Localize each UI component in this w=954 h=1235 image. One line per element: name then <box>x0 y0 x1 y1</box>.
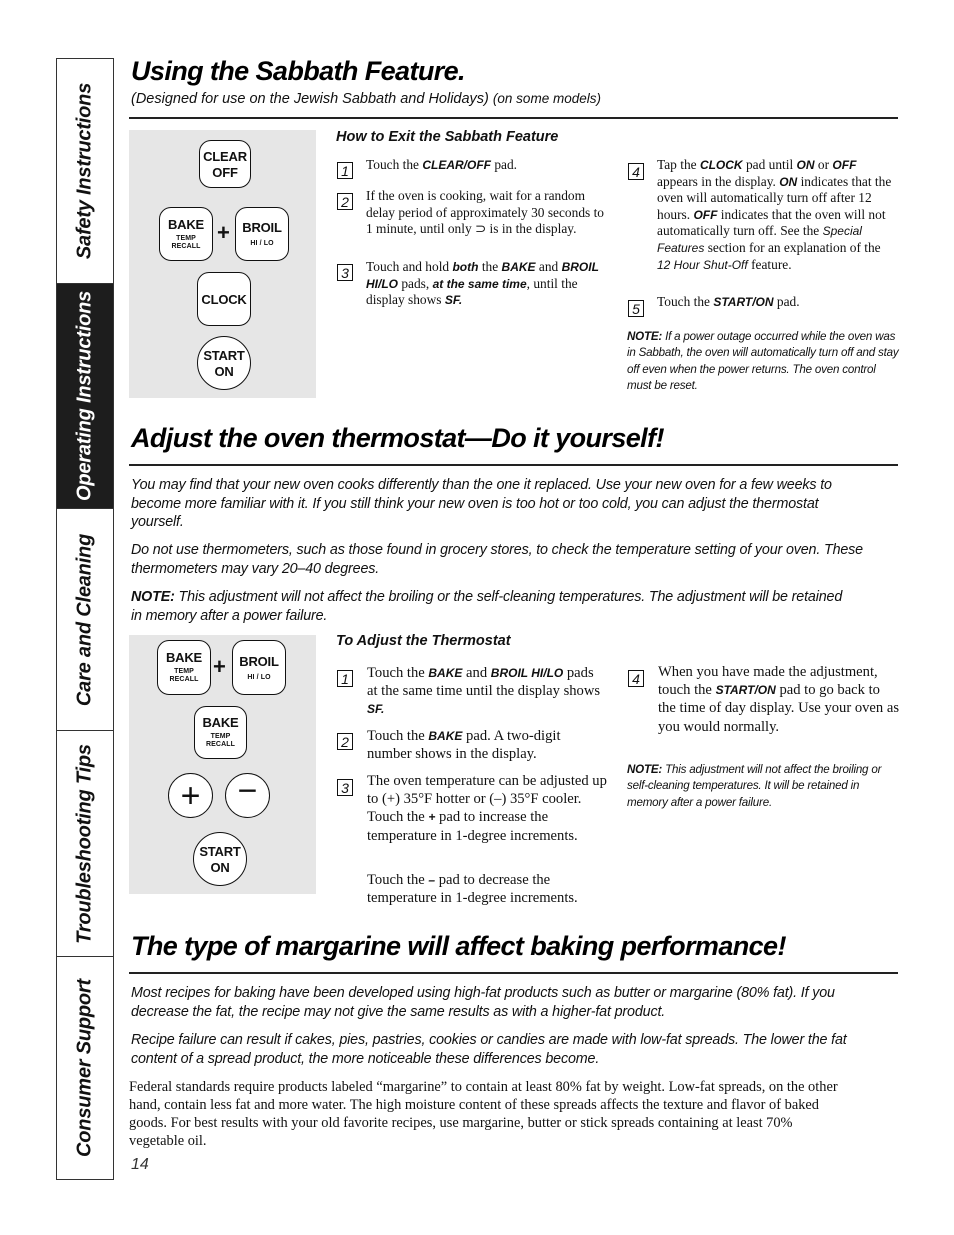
emphasis-text: CLOCK <box>699 158 743 172</box>
pad-label: OFF <box>212 164 238 180</box>
broil-pad[interactable] <box>232 640 286 695</box>
thermostat-intro-note <box>131 588 851 625</box>
sabbath-step-5 <box>657 294 895 311</box>
pad-sublabel: HI / LO <box>247 673 271 681</box>
step-text: If the oven is cooking, wait for a random delay period of approximately 30 seconds to 1 minute, until only ⊃ is in the display. <box>366 188 604 237</box>
bake-pad[interactable] <box>157 640 211 695</box>
note-text: This adjustment will not affect the broiling or self-cleaning temperatures. It will be retained in memory after a power failure. <box>627 763 882 809</box>
step-text: pad to decrease the temperature in 1-degree increments. <box>367 872 578 907</box>
sabbath-step-2 <box>366 188 606 238</box>
step-number: 4 <box>628 163 644 180</box>
note-label: NOTE: <box>627 763 663 776</box>
thermostat-step-2 <box>367 727 602 763</box>
step-text: Touch the <box>366 157 423 172</box>
step-text: , until the display shows <box>366 275 578 308</box>
emphasis-text: BROIL HI/LO <box>490 666 564 680</box>
emphasis-text: at the same time <box>432 276 527 291</box>
pad-label: ON <box>210 859 230 875</box>
step-text: Touch the <box>657 294 714 309</box>
pad-label: BAKE <box>167 216 205 232</box>
step-text: Touch the <box>367 728 429 744</box>
pad-label: START <box>203 347 245 363</box>
pad-sublabel: TEMP RECALL <box>171 234 201 250</box>
tab-label: Consumer Support <box>73 979 96 1157</box>
step-text: appears in the display. <box>657 173 780 189</box>
sabbath-step-1 <box>366 157 606 174</box>
step-number: 2 <box>337 733 353 750</box>
step-text: and <box>535 259 562 274</box>
section-rule <box>129 972 898 974</box>
emphasis-text: ON <box>779 174 798 189</box>
step-text: pad until <box>742 157 797 172</box>
step-text: pad to go back to the time of day display. Use your oven as you would normally. <box>658 682 900 735</box>
pad-label: BROIL <box>242 220 282 235</box>
thermostat-control-panel <box>129 635 316 894</box>
step-text: pad. A two-digit number shows in the display. <box>367 728 561 763</box>
section-tabs <box>56 58 114 1180</box>
step-number: 2 <box>337 193 353 210</box>
bake-pad[interactable] <box>159 207 213 261</box>
pad-sublabel: HI / LO <box>250 240 274 247</box>
emphasis-text: START/ON <box>713 295 774 309</box>
emphasis-text: ON <box>796 158 815 172</box>
reference-text: Special Features <box>657 224 862 255</box>
note-text: If a power outage occurred while the oven was in Sabbath, the oven will automatically turn off and stay off even when the power returns. The oven control must be reset. <box>627 330 899 393</box>
step-text: Touch and hold <box>366 259 453 274</box>
step-text: indicates that the oven will automatically turn off after 12 hours. <box>657 173 892 222</box>
page-number: 14 <box>131 1156 149 1173</box>
pad-label: CLEAR <box>203 148 247 164</box>
margarine-para-3: Federal standards require products labeled “margarine” to contain at least 80% fat by weight. Low-fat spreads, on the other hand, contain less fat and more water. The high moisture content of these spreads affects the texture and flavor of baked goods. For best results with your old favorite recipes, use margarine, butter or stick spreads containing at least 70% vegetable oil. <box>129 1079 838 1149</box>
start-on-pad[interactable] <box>193 832 247 886</box>
emphasis-text: – <box>428 873 436 887</box>
exit-heading: How to Exit the Sabbath Feature <box>336 129 559 145</box>
margarine-title: The type of margarine will affect baking performance! <box>131 931 786 961</box>
section-rule <box>129 117 898 119</box>
down-arrow-icon: − <box>237 771 258 810</box>
emphasis-text: SF. <box>444 293 463 308</box>
tab-label: Safety Instructions <box>73 82 96 260</box>
emphasis-text: BAKE <box>428 666 463 680</box>
step-number: 5 <box>628 300 644 317</box>
plus-sign: + <box>217 220 230 245</box>
note-label: NOTE: <box>131 589 175 605</box>
pad-label: START <box>199 843 241 859</box>
emphasis-text: + <box>428 810 436 825</box>
clear-off-pad[interactable] <box>199 140 251 188</box>
tab-safety-instructions[interactable] <box>57 59 113 284</box>
emphasis-text: both <box>452 260 479 274</box>
emphasis-text: SF. <box>367 702 385 717</box>
clock-pad[interactable] <box>197 272 251 326</box>
start-on-pad[interactable] <box>197 336 251 390</box>
step-text: Tap the <box>657 157 700 172</box>
step-number: 3 <box>337 264 353 281</box>
pad-sublabel: TEMP RECALL <box>206 733 235 748</box>
emphasis-text: BROIL HI/LO <box>366 260 599 291</box>
step-text: indicates that the oven will not automatically turn off. See the <box>657 206 886 239</box>
step-text: pads at the same time until the display shows <box>367 665 601 700</box>
step-text: Touch the <box>367 665 429 681</box>
margarine-para-1: Most recipes for baking have been developed using high-fat products such as butter or margarine (80% fat). If you decrease the fat, the recipe may not give the same results as with a higher-fat product. <box>131 985 835 1020</box>
thermostat-step-3b <box>367 871 607 907</box>
minus-pad[interactable] <box>225 773 270 818</box>
step-text: When you have made the adjustment, touch the <box>658 664 878 699</box>
pad-label: BROIL <box>239 653 279 669</box>
sabbath-subtitle <box>131 91 601 107</box>
step-text: pad. <box>491 157 518 172</box>
tab-care-and-cleaning[interactable] <box>57 509 113 731</box>
emphasis-text: START/ON <box>715 683 776 698</box>
sabbath-step-3 <box>366 259 606 309</box>
step-text: or <box>814 157 833 172</box>
thermostat-intro-1: You may find that your new oven cooks differently than the one it replaced. Use your new oven for a few weeks to become more familiar with it. If you still think your new oven is too hot or too cold, you can adjust the thermostat yourself. <box>131 477 832 531</box>
emphasis-text: CLEAR/OFF <box>422 158 491 172</box>
sabbath-title: Using the Sabbath Feature. <box>131 56 465 86</box>
pad-sublabel: TEMP RECALL <box>169 668 199 683</box>
step-number: 1 <box>337 162 353 179</box>
step-text: pad to increase the temperature in 1-degree increments. <box>367 809 578 844</box>
emphasis-text: OFF <box>832 158 857 172</box>
pad-label: BAKE <box>165 650 203 665</box>
thermostat-step-4 <box>658 663 900 736</box>
step-number: 1 <box>337 670 353 687</box>
step-text: section for an explanation of the <box>704 239 881 255</box>
note-text: This adjustment will not affect the broiling or the self-cleaning temperatures. The adjustment will be retained in memory after a power failure. <box>131 589 843 624</box>
step-number: 3 <box>337 779 353 796</box>
step-text: The oven temperature can be adjusted up to (+) 35°F hotter or (–) 35°F cooler. Touch the <box>367 773 607 826</box>
step-text: pads, <box>398 275 433 291</box>
step-text: feature. <box>747 256 792 272</box>
step-number: 4 <box>628 670 644 687</box>
step-text: the <box>478 259 502 274</box>
thermostat-step-3 <box>367 772 607 845</box>
note-label: NOTE: <box>627 330 663 343</box>
sabbath-note <box>627 329 899 395</box>
pad-label: CLOCK <box>201 291 247 307</box>
step-text: pad. <box>773 294 800 309</box>
emphasis-text: OFF <box>693 207 718 222</box>
subtitle-small: (on some models) <box>492 91 601 106</box>
emphasis-text: BAKE <box>428 729 463 743</box>
tab-label: Operating Instructions <box>73 290 96 502</box>
pad-label: BAKE <box>202 715 239 730</box>
sabbath-step-4 <box>657 157 895 273</box>
up-arrow-icon: + <box>180 776 201 815</box>
broil-pad[interactable] <box>235 207 289 261</box>
tab-operating-instructions[interactable] <box>57 284 113 509</box>
sabbath-control-panel <box>129 130 316 398</box>
thermostat-step-1 <box>367 664 602 719</box>
section-rule <box>129 464 898 466</box>
emphasis-text: BAKE <box>501 260 536 274</box>
tab-label: Troubleshooting Tips <box>73 743 96 944</box>
margarine-para-2: Recipe failure can result if cakes, pies, pastries, cookies or candies are made with low-fat spreads. The lower the fat content of a spread product, the more noticeable these differences become. <box>131 1032 847 1067</box>
tab-label: Care and Cleaning <box>73 533 96 706</box>
subtitle-main: (Designed for use on the Jewish Sabbath and Holidays) <box>131 91 489 107</box>
plus-pad[interactable] <box>168 773 213 818</box>
plus-sign: + <box>213 654 226 679</box>
thermostat-note <box>627 762 899 811</box>
tab-consumer-support[interactable] <box>57 957 113 1179</box>
adjust-heading: To Adjust the Thermostat <box>336 633 511 649</box>
step-text: and <box>462 665 491 681</box>
step-text: Touch the <box>367 872 429 888</box>
reference-text: 12 Hour Shut-Off <box>657 257 748 272</box>
bake-pad-single[interactable] <box>194 706 247 759</box>
pad-label: ON <box>214 363 234 379</box>
thermostat-title: Adjust the oven thermostat—Do it yourself! <box>131 423 664 453</box>
thermostat-intro-2: Do not use thermometers, such as those found in grocery stores, to check the temperature setting of your oven. These thermometers may vary 20–40 degrees. <box>131 542 863 577</box>
tab-troubleshooting-tips[interactable] <box>57 731 113 957</box>
